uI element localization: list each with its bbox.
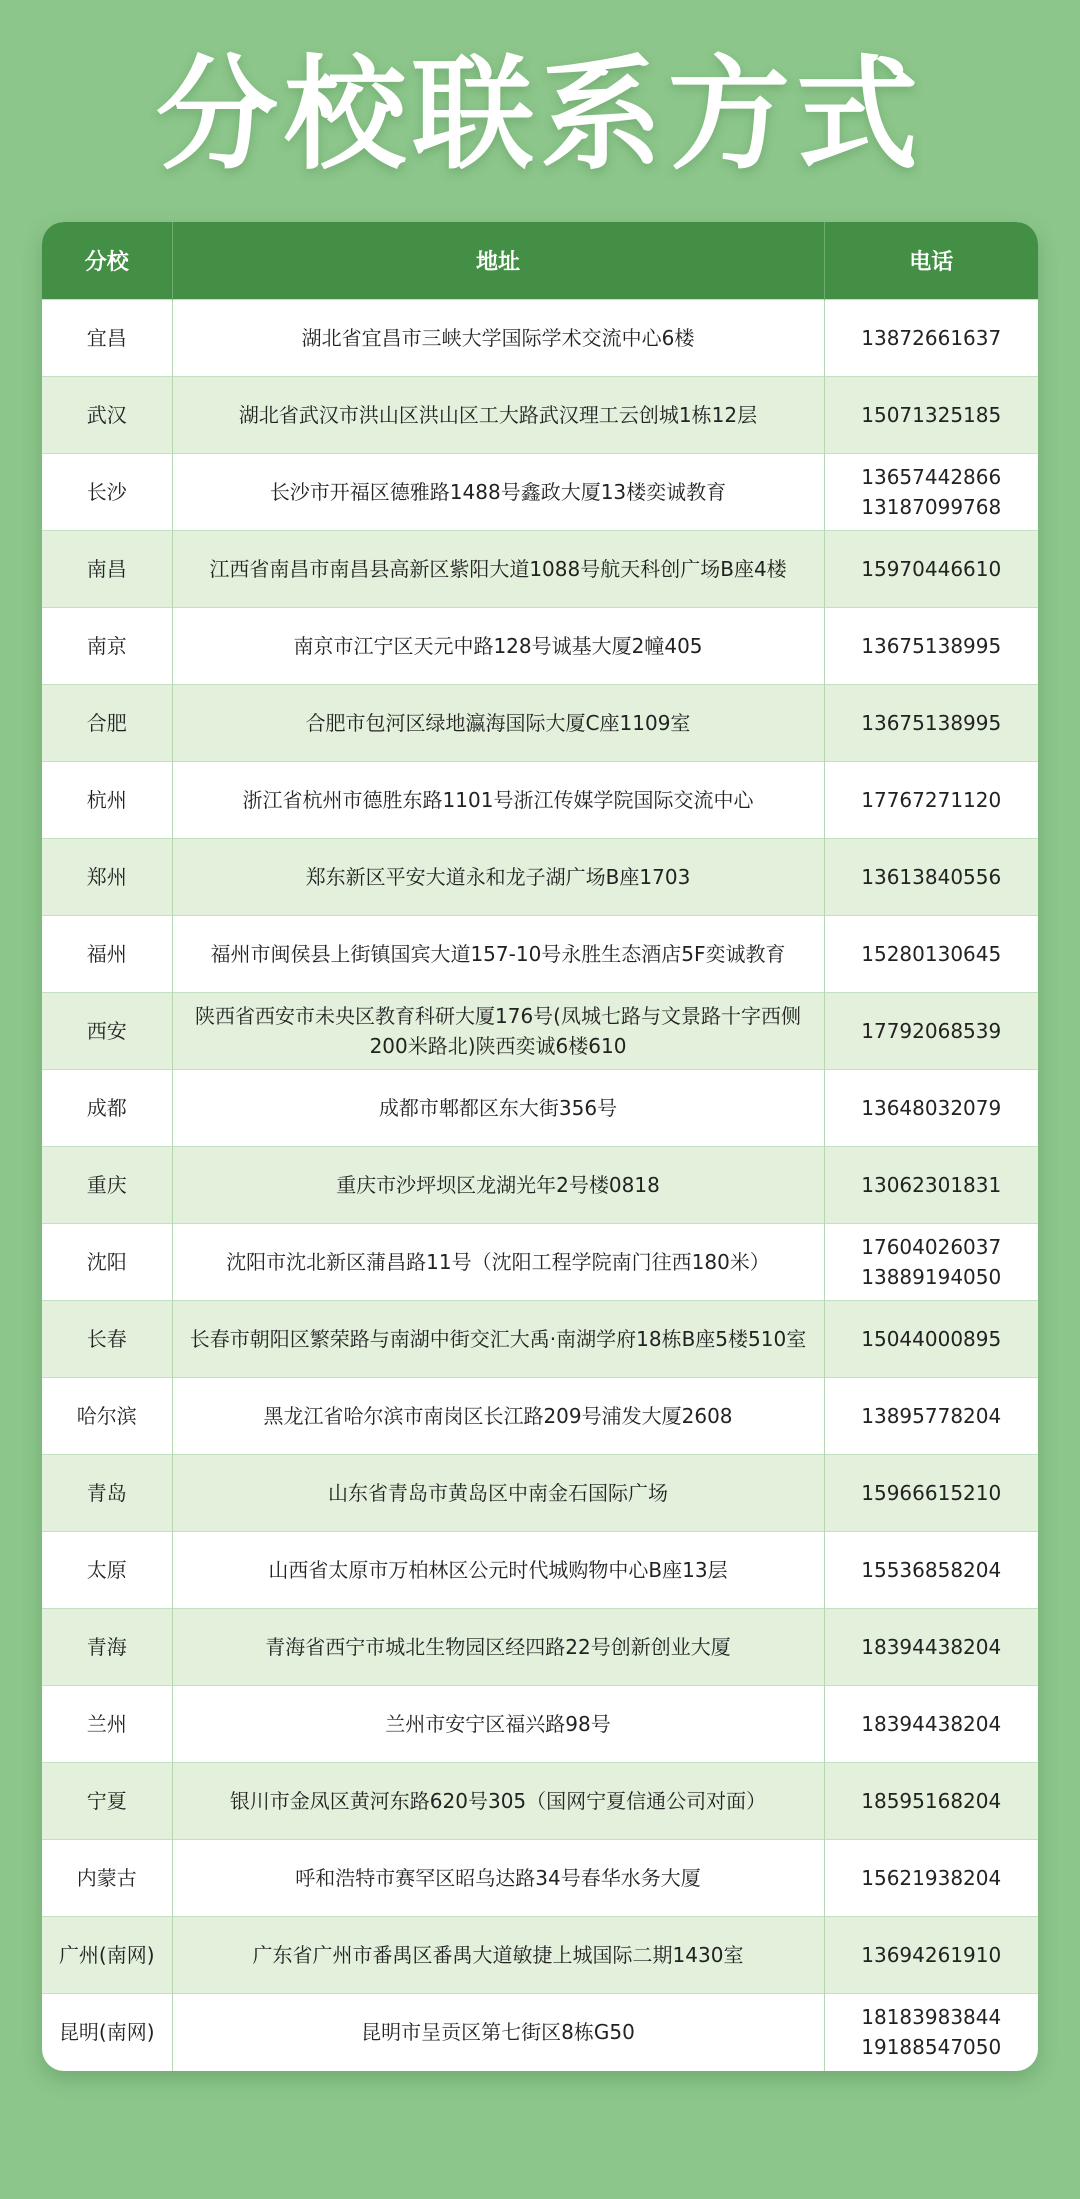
address-cell: 湖北省宜昌市三峡大学国际学术交流中心6楼	[172, 300, 824, 377]
header-phone: 电话	[824, 222, 1038, 300]
campus-cell: 长春	[42, 1301, 172, 1378]
campus-cell: 杭州	[42, 762, 172, 839]
table-row	[42, 531, 1038, 608]
campus-cell: 福州	[42, 916, 172, 993]
phone-cell	[824, 608, 1038, 685]
campus-cell: 昆明(南网)	[42, 1994, 172, 2071]
table-row	[42, 1609, 1038, 1686]
phone-number[interactable]: 13872661637	[861, 326, 1002, 350]
table-row	[42, 1147, 1038, 1224]
phone-cell	[824, 839, 1038, 916]
address-cell: 呼和浩特市赛罕区昭乌达路34号春华水务大厦	[172, 1840, 824, 1917]
phone-number[interactable]: 13657442866	[861, 465, 1002, 489]
header-address: 地址	[172, 222, 824, 300]
phone-cell	[824, 1224, 1038, 1301]
campus-cell: 宁夏	[42, 1763, 172, 1840]
phone-cell	[824, 1378, 1038, 1455]
phone-number[interactable]: 13895778204	[861, 1404, 1002, 1428]
address-cell: 黑龙江省哈尔滨市南岗区长江路209号浦发大厦2608	[172, 1378, 824, 1455]
phone-cell	[824, 685, 1038, 762]
campus-cell: 武汉	[42, 377, 172, 454]
phone-cell	[824, 762, 1038, 839]
table-row	[42, 377, 1038, 454]
phone-cell	[824, 1609, 1038, 1686]
campus-cell: 郑州	[42, 839, 172, 916]
table-row	[42, 1686, 1038, 1763]
address-cell: 浙江省杭州市德胜东路1101号浙江传媒学院国际交流中心	[172, 762, 824, 839]
phone-number[interactable]: 13187099768	[861, 495, 1002, 519]
phone-number[interactable]: 17767271120	[861, 788, 1002, 812]
phone-number[interactable]: 13613840556	[861, 865, 1002, 889]
table-header-row	[42, 222, 1038, 300]
header-campus: 分校	[42, 222, 172, 300]
table-row	[42, 1378, 1038, 1455]
table-row	[42, 762, 1038, 839]
campus-cell: 广州(南网)	[42, 1917, 172, 1994]
campus-cell: 内蒙古	[42, 1840, 172, 1917]
campus-cell: 西安	[42, 993, 172, 1070]
table-row	[42, 1224, 1038, 1301]
phone-number[interactable]: 18183983844	[861, 2005, 1002, 2030]
phone-number[interactable]: 18394438204	[861, 1712, 1002, 1736]
table-row	[42, 685, 1038, 762]
phone-number[interactable]: 18394438204	[861, 1635, 1002, 1659]
table-row	[42, 454, 1038, 531]
address-cell: 广东省广州市番禺区番禺大道敏捷上城国际二期1430室	[172, 1917, 824, 1994]
table-body	[42, 300, 1038, 2071]
phone-number[interactable]: 15621938204	[861, 1866, 1002, 1890]
campus-cell: 沈阳	[42, 1224, 172, 1301]
address-cell: 重庆市沙坪坝区龙湖光年2号楼0818	[172, 1147, 824, 1224]
phone-number[interactable]: 13694261910	[861, 1943, 1002, 1967]
phone-cell	[824, 1763, 1038, 1840]
campus-cell: 重庆	[42, 1147, 172, 1224]
page-title: 分校联系方式	[156, 44, 924, 186]
campus-cell: 成都	[42, 1070, 172, 1147]
phone-number[interactable]: 13648032079	[861, 1096, 1002, 1120]
phone-cell	[824, 1840, 1038, 1917]
address-cell: 湖北省武汉市洪山区洪山区工大路武汉理工云创城1栋12层	[172, 377, 824, 454]
table-row	[42, 608, 1038, 685]
phone-number[interactable]: 19188547050	[861, 2035, 1002, 2060]
contact-table-card	[42, 222, 1038, 2071]
table-row	[42, 839, 1038, 916]
table-row	[42, 1763, 1038, 1840]
phone-cell	[824, 1147, 1038, 1224]
address-cell: 兰州市安宁区福兴路98号	[172, 1686, 824, 1763]
campus-cell: 长沙	[42, 454, 172, 531]
phone-cell	[824, 1532, 1038, 1609]
table-row	[42, 1455, 1038, 1532]
address-cell: 山东省青岛市黄岛区中南金石国际广场	[172, 1455, 824, 1532]
phone-number[interactable]: 15966615210	[861, 1481, 1002, 1505]
campus-cell: 兰州	[42, 1686, 172, 1763]
address-cell: 郑东新区平安大道永和龙子湖广场B座1703	[172, 839, 824, 916]
phone-cell	[824, 993, 1038, 1070]
address-cell: 陕西省西安市未央区教育科研大厦176号(凤城七路与文景路十字西侧200米路北)陕西奕诚6楼610	[172, 993, 824, 1070]
phone-cell	[824, 300, 1038, 377]
address-cell: 山西省太原市万柏林区公元时代城购物中心B座13层	[172, 1532, 824, 1609]
phone-cell	[824, 1686, 1038, 1763]
table-row	[42, 1994, 1038, 2071]
phone-cell	[824, 916, 1038, 993]
phone-cell	[824, 1455, 1038, 1532]
campus-cell: 宜昌	[42, 300, 172, 377]
phone-cell	[824, 1070, 1038, 1147]
address-cell: 青海省西宁市城北生物园区经四路22号创新创业大厦	[172, 1609, 824, 1686]
campus-cell: 太原	[42, 1532, 172, 1609]
phone-number[interactable]: 15970446610	[861, 557, 1002, 581]
table-row	[42, 300, 1038, 377]
campus-cell: 哈尔滨	[42, 1378, 172, 1455]
phone-cell	[824, 454, 1038, 531]
address-cell: 沈阳市沈北新区蒲昌路11号（沈阳工程学院南门往西180米）	[172, 1224, 824, 1301]
address-cell: 江西省南昌市南昌县高新区紫阳大道1088号航天科创广场B座4楼	[172, 531, 824, 608]
phone-number[interactable]: 17604026037	[861, 1235, 1002, 1259]
table-row	[42, 916, 1038, 993]
campus-cell: 南昌	[42, 531, 172, 608]
address-cell: 福州市闽侯县上街镇国宾大道157-10号永胜生态酒店5F奕诚教育	[172, 916, 824, 993]
campus-cell: 青海	[42, 1609, 172, 1686]
campus-cell: 合肥	[42, 685, 172, 762]
phone-number[interactable]: 15044000895	[861, 1327, 1002, 1351]
phone-number[interactable]: 15536858204	[861, 1558, 1002, 1582]
table-row	[42, 1532, 1038, 1609]
address-cell: 昆明市呈贡区第七街区8栋G50	[172, 1994, 824, 2071]
phone-cell	[824, 1301, 1038, 1378]
phone-number[interactable]: 15071325185	[861, 403, 1002, 427]
address-cell: 南京市江宁区天元中路128号诚基大厦2幢405	[172, 608, 824, 685]
table-row	[42, 1070, 1038, 1147]
phone-cell	[824, 1994, 1038, 2071]
address-cell: 长春市朝阳区繁荣路与南湖中街交汇大禹·南湖学府18栋B座5楼510室	[172, 1301, 824, 1378]
campus-cell: 南京	[42, 608, 172, 685]
table-row	[42, 993, 1038, 1070]
phone-number[interactable]: 13889194050	[861, 1265, 1002, 1289]
phone-cell	[824, 377, 1038, 454]
address-cell: 银川市金凤区黄河东路620号305（国网宁夏信通公司对面）	[172, 1763, 824, 1840]
table-row	[42, 1917, 1038, 1994]
address-cell: 合肥市包河区绿地瀛海国际大厦C座1109室	[172, 685, 824, 762]
phone-number[interactable]: 13675138995	[861, 711, 1002, 735]
phone-number[interactable]: 13675138995	[861, 634, 1002, 658]
contact-table	[42, 222, 1038, 2071]
phone-cell	[824, 531, 1038, 608]
table-row	[42, 1301, 1038, 1378]
phone-number[interactable]: 13062301831	[861, 1173, 1002, 1197]
phone-cell	[824, 1917, 1038, 1994]
address-cell: 长沙市开福区德雅路1488号鑫政大厦13楼奕诚教育	[172, 454, 824, 531]
table-row	[42, 1840, 1038, 1917]
phone-number[interactable]: 15280130645	[861, 942, 1002, 966]
campus-cell: 青岛	[42, 1455, 172, 1532]
phone-number[interactable]: 18595168204	[861, 1789, 1002, 1813]
address-cell: 成都市郫都区东大街356号	[172, 1070, 824, 1147]
phone-number[interactable]: 17792068539	[861, 1019, 1002, 1043]
